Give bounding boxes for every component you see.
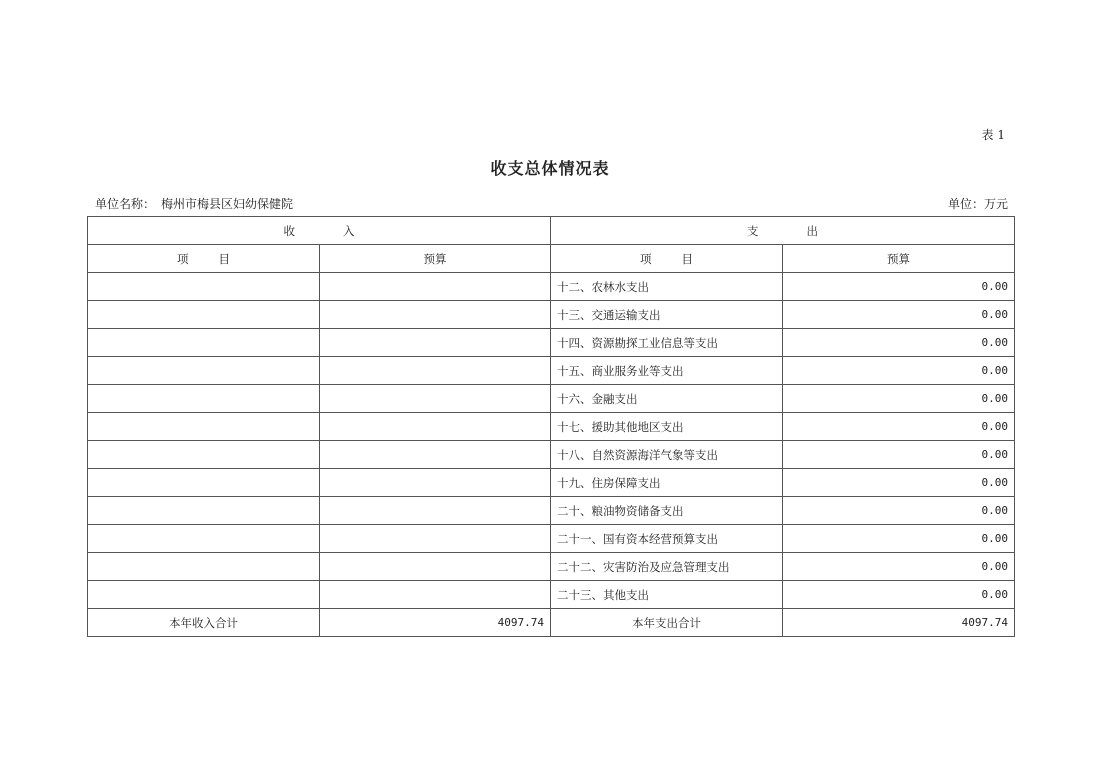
- expense-item-amount: 0.00: [783, 273, 1015, 301]
- table-row: [88, 525, 1015, 553]
- expense-item-name: 十八、自然资源海洋气象等支出: [551, 441, 783, 469]
- income-budget-cell: [320, 385, 551, 413]
- group-header-row: [88, 217, 1015, 245]
- table-row: [88, 273, 1015, 301]
- expense-item-name: 十二、农林水支出: [551, 273, 783, 301]
- table-row: [88, 301, 1015, 329]
- unit-name-label: 单位名称：: [95, 197, 156, 211]
- income-budget-cell: [320, 581, 551, 609]
- table-row: [88, 329, 1015, 357]
- income-item-cell: [88, 497, 320, 525]
- expense-item-amount: 0.00: [783, 581, 1015, 609]
- income-group-label-b: 入: [343, 223, 355, 238]
- expense-item-name: 十三、交通运输支出: [551, 301, 783, 329]
- income-item-header: [88, 245, 320, 273]
- expense-budget-header: 预算: [783, 245, 1015, 273]
- item-header-a: 项: [177, 251, 189, 266]
- income-group-label-a: 收: [283, 223, 295, 238]
- expense-item-amount: 0.00: [783, 553, 1015, 581]
- expense-group-label-b: 出: [806, 223, 818, 238]
- expense-item-amount: 0.00: [783, 525, 1015, 553]
- income-item-cell: [88, 385, 320, 413]
- expense-item-name: 十六、金融支出: [551, 385, 783, 413]
- budget-summary-table: [87, 216, 1015, 637]
- income-item-cell: [88, 553, 320, 581]
- table-row: [88, 441, 1015, 469]
- income-budget-cell: [320, 301, 551, 329]
- expense-group-header: [551, 217, 1015, 245]
- expense-item-amount: 0.00: [783, 329, 1015, 357]
- table-row: [88, 469, 1015, 497]
- expense-item-name: 十四、资源勘探工业信息等支出: [551, 329, 783, 357]
- total-row: [88, 609, 1015, 637]
- expense-group-label-a: 支: [747, 223, 759, 238]
- income-budget-cell: [320, 441, 551, 469]
- income-budget-cell: [320, 357, 551, 385]
- unit-info-row: [95, 195, 1008, 212]
- expense-item-amount: 0.00: [783, 441, 1015, 469]
- expense-item-name: 二十三、其他支出: [551, 581, 783, 609]
- expense-item-amount: 0.00: [783, 469, 1015, 497]
- income-budget-header: 预算: [320, 245, 551, 273]
- table-row: [88, 357, 1015, 385]
- expense-total-amount: 4097.74: [783, 609, 1015, 637]
- income-item-cell: [88, 329, 320, 357]
- income-item-cell: [88, 469, 320, 497]
- expense-item-amount: 0.00: [783, 357, 1015, 385]
- expense-item-header: [551, 245, 783, 273]
- expense-item-name: 十七、援助其他地区支出: [551, 413, 783, 441]
- unit-name-group: [95, 195, 293, 212]
- income-budget-cell: [320, 273, 551, 301]
- unit-measure: 单位：万元: [947, 197, 1008, 211]
- income-item-cell: [88, 301, 320, 329]
- expense-item-amount: 0.00: [783, 497, 1015, 525]
- income-budget-cell: [320, 525, 551, 553]
- item-header-b: 目: [681, 251, 693, 266]
- expense-item-name: 二十、粮油物资储备支出: [551, 497, 783, 525]
- income-group-header: [88, 217, 551, 245]
- table-row: [88, 581, 1015, 609]
- table-row: [88, 553, 1015, 581]
- income-total-amount: 4097.74: [320, 609, 551, 637]
- income-budget-cell: [320, 553, 551, 581]
- unit-name-value: 梅州市梅县区妇幼保健院: [161, 197, 294, 211]
- table-row: [88, 497, 1015, 525]
- income-budget-cell: [320, 469, 551, 497]
- expense-item-name: 二十一、国有资本经营预算支出: [551, 525, 783, 553]
- income-item-cell: [88, 357, 320, 385]
- expense-item-amount: 0.00: [783, 385, 1015, 413]
- income-item-cell: [88, 273, 320, 301]
- income-budget-cell: [320, 329, 551, 357]
- item-header-b: 目: [218, 251, 230, 266]
- income-item-cell: [88, 413, 320, 441]
- expense-item-name: 二十二、灾害防治及应急管理支出: [551, 553, 783, 581]
- income-item-cell: [88, 441, 320, 469]
- income-item-cell: [88, 525, 320, 553]
- income-budget-cell: [320, 497, 551, 525]
- expense-total-label: 本年支出合计: [551, 609, 783, 637]
- table-number: 表 1: [981, 128, 1005, 142]
- table-row: [88, 385, 1015, 413]
- income-budget-cell: [320, 413, 551, 441]
- income-item-cell: [88, 581, 320, 609]
- item-header-a: 项: [640, 251, 652, 266]
- expense-item-name: 十五、商业服务业等支出: [551, 357, 783, 385]
- expense-item-amount: 0.00: [783, 413, 1015, 441]
- column-header-row: [88, 245, 1015, 273]
- income-total-label: 本年收入合计: [88, 609, 320, 637]
- expense-item-amount: 0.00: [783, 301, 1015, 329]
- table-row: [88, 413, 1015, 441]
- expense-item-name: 十九、住房保障支出: [551, 469, 783, 497]
- page-title: 收支总体情况表: [490, 159, 610, 178]
